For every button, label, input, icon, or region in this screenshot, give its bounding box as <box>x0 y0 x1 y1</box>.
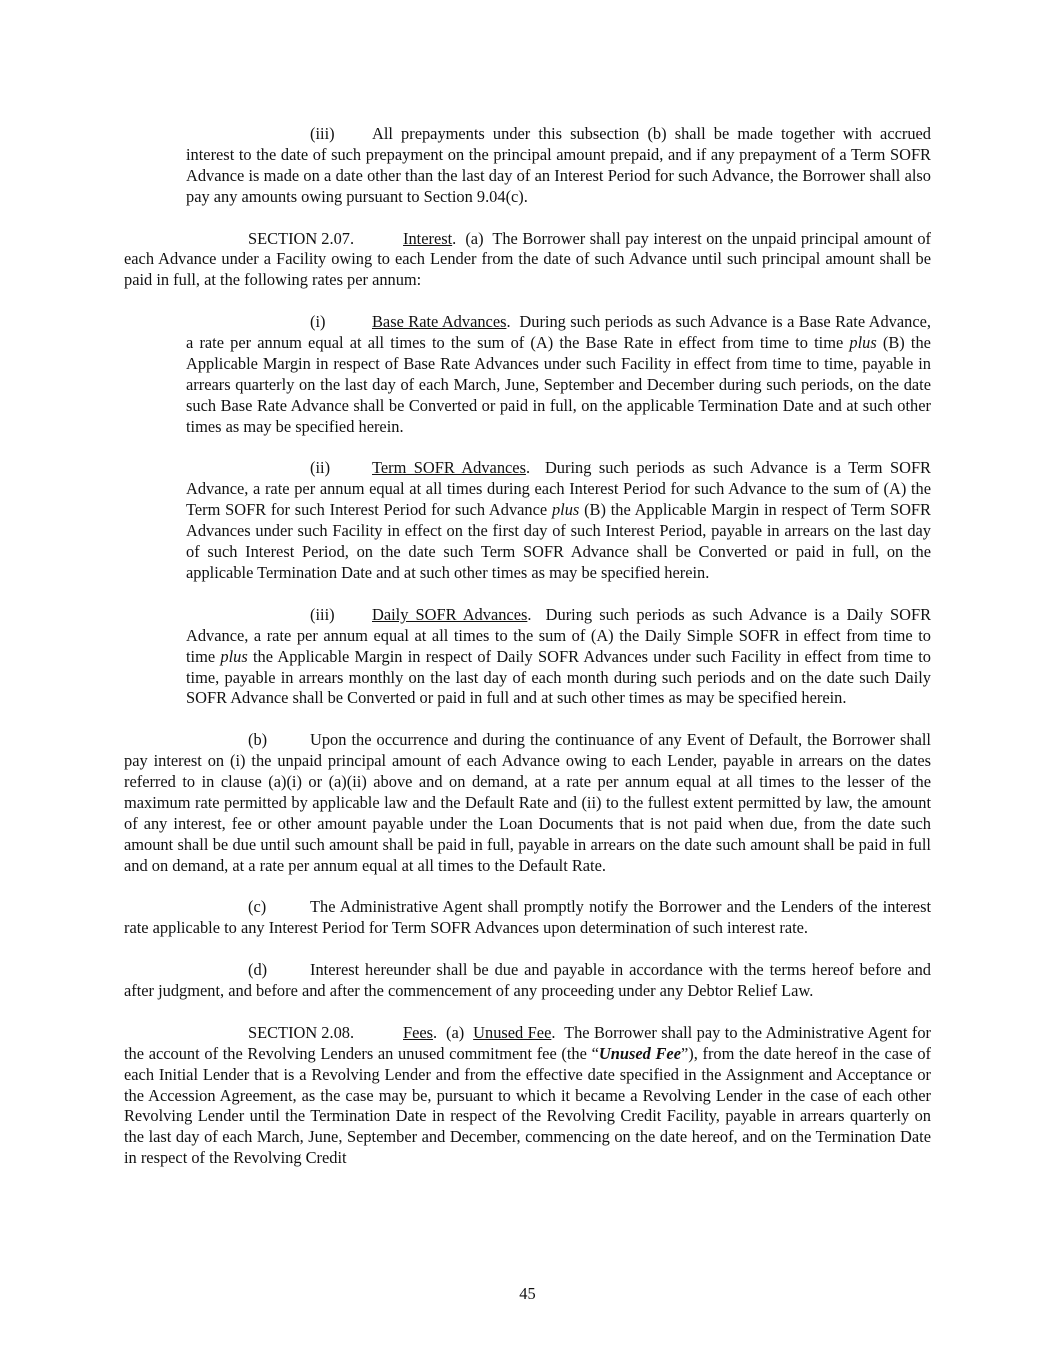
clause-heading: Term SOFR Advances <box>372 458 526 478</box>
paragraph-text: The Borrower shall pay interest on the unpaid principal amount of each Advance under a Facility owing to each Lender from the date of such Advance until such principal amount shall be paid in full, at the following rates per annum: <box>124 228 932 290</box>
paragraph-text: During such periods as such Advance is a Term SOFR Advance, a rate per annum equal at all times during each Interest Period for such Advance to the sum of (A) the Term SOFR for such Interest Period for such Advance <box>186 458 931 520</box>
clause-ii-paragraph: (ii) Term SOFR Advances. During such periods as such Advance is a Term SOFR Advance, a rate per annum equal at all times during each Interest Period for such Advance to the sum of (A) the Term SOFR for such Interest Period for such Advance plus (B) the Applicable Margin in respect of Term SOFR Advances under such Facility in effect on the first day of such Interest Period, payable in arrears on the last day of such Interest Period, on the date such Term SOFR Advance shall be Converted or paid in full, on the applicable Termination Date and at such other times as may be specified herein. <box>186 458 931 582</box>
section-number: SECTION 2.08. <box>248 1022 355 1042</box>
section-heading: Fees <box>403 1022 434 1042</box>
paragraph-text: During such periods as such Advance is a Base Rate Advance, a rate per annum equal at all times to the sum of (A) the Base Rate in effect from time to time <box>186 312 931 353</box>
subsection-b-paragraph <box>124 730 931 876</box>
paragraph-text-cont: ”), from the date hereof in the case of each Initial Lender that is a Revolving Lender and from the effective date specified in the Assignment and Acceptance or the Accession Agreement, as the case may be, pursuant to which it became a Revolving Lender in the case of each other Revolving Lender until the Termination Date in respect of the Revolving Credit Facility, payable in arrears quarterly on the last day of each March, June, September and December, commencing on the date hereof, and on the Termination Date in respect of the Revolving Credit <box>124 1043 931 1168</box>
clause-number: (iii) <box>310 124 335 143</box>
subsection-label: (b) <box>248 730 268 750</box>
defined-term: Unused Fee <box>598 1043 681 1063</box>
document-page <box>124 124 931 1190</box>
clause-number: (ii) <box>310 458 331 478</box>
clause-iii-paragraph: (iii) Daily SOFR Advances. During such periods as such Advance is a Daily SOFR Advance, a rate per annum equal at all times to the sum of (A) the Daily Simple SOFR in effect from time to time plus the Applicable Margin in respect of Daily SOFR Advances under such Facility in effect from time to time, payable in arrears monthly on the last day of each month during such periods and on the date such Daily SOFR Advance shall be Converted or paid in full and at such other times as may be specified herein. <box>186 604 931 708</box>
subsection-label: (a) <box>446 1022 465 1042</box>
subsection-d-paragraph <box>124 960 931 1002</box>
clause-number: (iii) <box>310 604 335 624</box>
section-number: SECTION 2.07. <box>248 228 355 248</box>
paragraph-text: The Administrative Agent shall promptly notify the Borrower and the Lenders of the interest rate applicable to any Interest Period for Term SOFR Advances upon determination of such interest rate. <box>124 897 931 938</box>
paragraph-text: Upon the occurrence and during the continuance of any Event of Default, the Borrower shall pay interest on (i) the unpaid principal amount of each Advance owing to each Lender, payable in arrears on the dates referred to in clause (a)(i) or (a)(ii) above and on demand, at a rate per annum equal at all times to the lesser of the maximum rate permitted by applicable law and the Default Rate and (ii) to the fullest extent permitted by law, the amount of any interest, fee or other amount payable under the Loan Documents that is not paid when due, from the date such amount shall be due until such amount shall be paid in full, payable in arrears on the date such amount shall be paid in full and on demand, at a rate per annum equal at all times to the Default Rate. <box>124 730 931 875</box>
clause-heading: Base Rate Advances <box>372 312 507 332</box>
clause-number: (i) <box>310 312 326 332</box>
section-2-07-paragraph: SECTION 2.07. Interest. (a) The Borrower shall pay interest on the unpaid principal amount of each Advance under a Facility owing to each Lender from the date of such Advance until such principal amount shall be paid in full, at the following rates per annum: <box>124 228 932 290</box>
paragraph-b-iii <box>186 124 931 208</box>
section-2-08-paragraph: SECTION 2.08. Fees. (a) Unused Fee. The Borrower shall pay to the Administrative Agent for the account of the Revolving Lenders an unused commitment fee (the “Unused Fee”), from the date hereof in the case of each Initial Lender that is a Revolving Lender and from the effective date specified in the Assignment and Acceptance or the Accession Agreement, as the case may be, pursuant to which it became a Revolving Lender in the case of each other Revolving Lender until the Termination Date in respect of the Revolving Credit Facility, payable in arrears quarterly on the last day of each March, June, September and December, commencing on the date hereof, and on the Termination Date in respect of the Revolving Credit <box>124 1022 932 1168</box>
paragraph-text-cont: (B) the Applicable Margin in respect of Base Rate Advances under such Facility in effect from time to time, payable in arrears quarterly on the last day of each March, June, September and December during such periods, on the date such Base Rate Advance shall be Converted or paid in full, on the applicable Termination Date and at such other times as may be specified herein. <box>186 333 931 436</box>
paragraph-text: The Borrower shall pay to the Administrative Agent for the account of the Revolving Lenders an unused commitment fee (the “ <box>124 1022 932 1063</box>
section-heading: Interest <box>403 228 453 248</box>
plus-term: plus <box>551 500 580 520</box>
paragraph-text: During such periods as such Advance is a Daily SOFR Advance, a rate per annum equal at all times to the sum of (A) the Daily Simple SOFR in effect from time to time <box>186 604 931 666</box>
paragraph-text: Interest hereunder shall be due and payable in accordance with the terms hereof before and after judgment, and before and after the commencement of any proceeding under any Debtor Relief Law. <box>124 960 931 1001</box>
subsection-label: (c) <box>248 897 267 917</box>
subsection-c-paragraph <box>124 897 931 939</box>
subsection-label: (d) <box>248 960 268 980</box>
plus-term: plus <box>220 646 248 666</box>
page-number: 45 <box>519 1284 536 1303</box>
clause-heading: Daily SOFR Advances <box>372 604 528 624</box>
clause-i-paragraph: (i) Base Rate Advances. During such periods as such Advance is a Base Rate Advance, a rate per annum equal at all times to the sum of (A) the Base Rate in effect from time to time plus (B) the Applicable Margin in respect of Base Rate Advances under such Facility in effect from time to time, payable in arrears quarterly on the last day of each March, June, September and December during such periods, on the date such Base Rate Advance shall be Converted or paid in full, on the applicable Termination Date and at such other times as may be specified herein. <box>186 312 931 436</box>
paragraph-text-cont: (B) the Applicable Margin in respect of Term SOFR Advances under such Facility in effect on the first day of such Interest Period, payable in arrears on the last day of such Interest Period, on the date such Term SOFR Advance shall be Converted or paid in full, on the applicable Termination Date and at such other times as may be specified herein. <box>186 500 931 582</box>
plus-term: plus <box>849 333 877 353</box>
paragraph-text-cont: the Applicable Margin in respect of Daily SOFR Advances under such Facility in effect from time to time, payable in arrears monthly on the last day of each month during such periods and on the date such Daily SOFR Advance shall be Converted or paid in full and at such other times as may be specified herein. <box>186 646 931 708</box>
subsection-label: (a) <box>465 228 484 248</box>
paragraph-text: All prepayments under this subsection (b) shall be made together with accrued interest to the date of such prepayment on the principal amount prepaid, and if any prepayment of a Term SOFR Advance is made on a date other than the last day of an Interest Period for such Advance, the Borrower shall also pay any amounts owing pursuant to Section 9.04(c). <box>186 124 931 206</box>
subsection-heading: Unused Fee <box>473 1022 552 1042</box>
